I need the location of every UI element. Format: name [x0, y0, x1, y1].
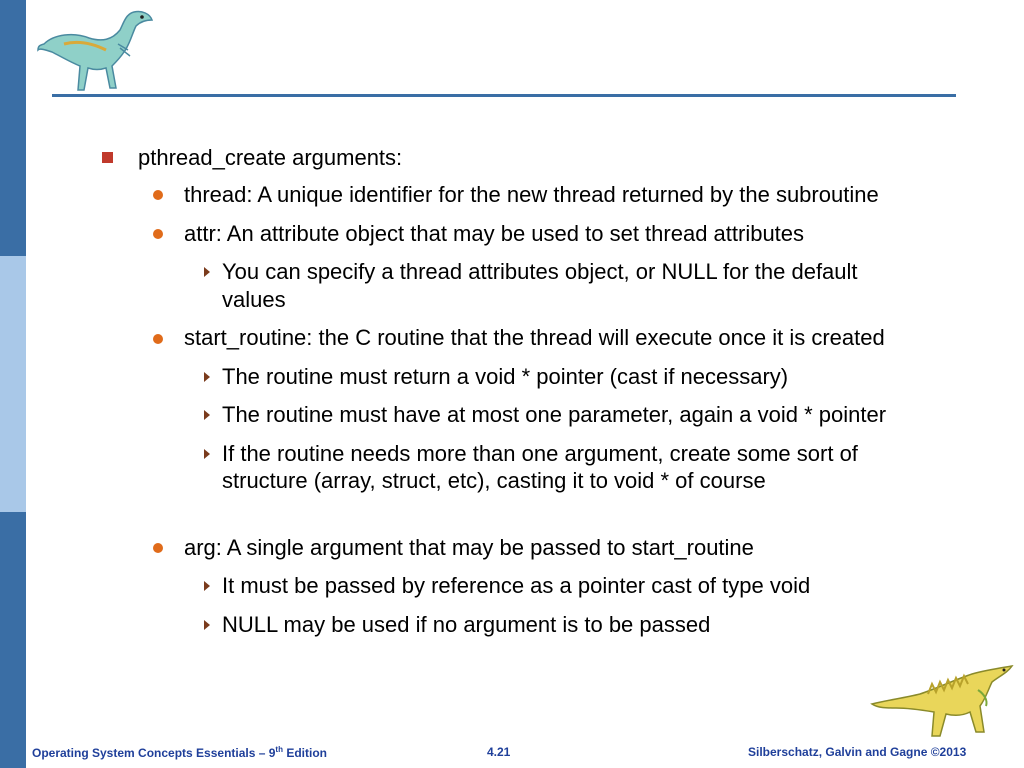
- sub-bullet-reference: It must be passed by reference as a pointer cast of type void: [222, 573, 811, 598]
- sub-bullet-structure-line2: structure (array, struct, etc), casting it to void * of course: [222, 468, 766, 493]
- sub-bullet-parameter: The routine must have at most one parameter, again a void * pointer: [222, 402, 887, 427]
- bullet-arrow: [204, 449, 210, 459]
- bullet-arrow: [204, 620, 210, 630]
- bullet-start-routine: start_routine: the C routine that the thread will execute once it is created: [184, 325, 885, 350]
- footer-slide-number: 4.21: [487, 745, 511, 759]
- bullet-pthread-create: pthread_create arguments:: [138, 145, 403, 170]
- bullet-arrow: [204, 410, 210, 420]
- bullet-dot: [153, 334, 163, 344]
- dinosaur-logo-bottom: [868, 660, 1018, 742]
- bullet-dot: [153, 543, 163, 553]
- footer-title-edition: Edition: [282, 746, 327, 760]
- footer-title-text: Operating System Concepts Essentials – 9: [32, 746, 276, 760]
- sub-bullet-structure-line1: If the routine needs more than one argument, create some sort of: [222, 441, 858, 466]
- bullet-arrow: [204, 372, 210, 382]
- bullet-arrow: [204, 581, 210, 591]
- sub-bullet-attr-line1: You can specify a thread attributes object, or NULL for the default: [222, 259, 858, 284]
- bullet-dot: [153, 229, 163, 239]
- bullet-square: [102, 152, 113, 163]
- footer-book-title: [32, 745, 327, 760]
- footer-authors: Silberschatz, Galvin and Gagne ©2013: [748, 745, 967, 759]
- sub-bullet-null: NULL may be used if no argument is to be passed: [222, 612, 711, 637]
- bullet-arrow: [204, 267, 210, 277]
- bullet-attr: attr: An attribute object that may be used to set thread attributes: [184, 221, 805, 246]
- footer-title-superscript: th: [275, 745, 283, 754]
- bullet-dot: [153, 190, 163, 200]
- sub-bullet-return: The routine must return a void * pointer (cast if necessary): [222, 364, 789, 389]
- sub-bullet-attr-line2: values: [222, 287, 286, 312]
- bullet-arg: arg: A single argument that may be passed to start_routine: [184, 535, 754, 560]
- bullet-thread: thread: A unique identifier for the new thread returned by the subroutine: [184, 182, 879, 207]
